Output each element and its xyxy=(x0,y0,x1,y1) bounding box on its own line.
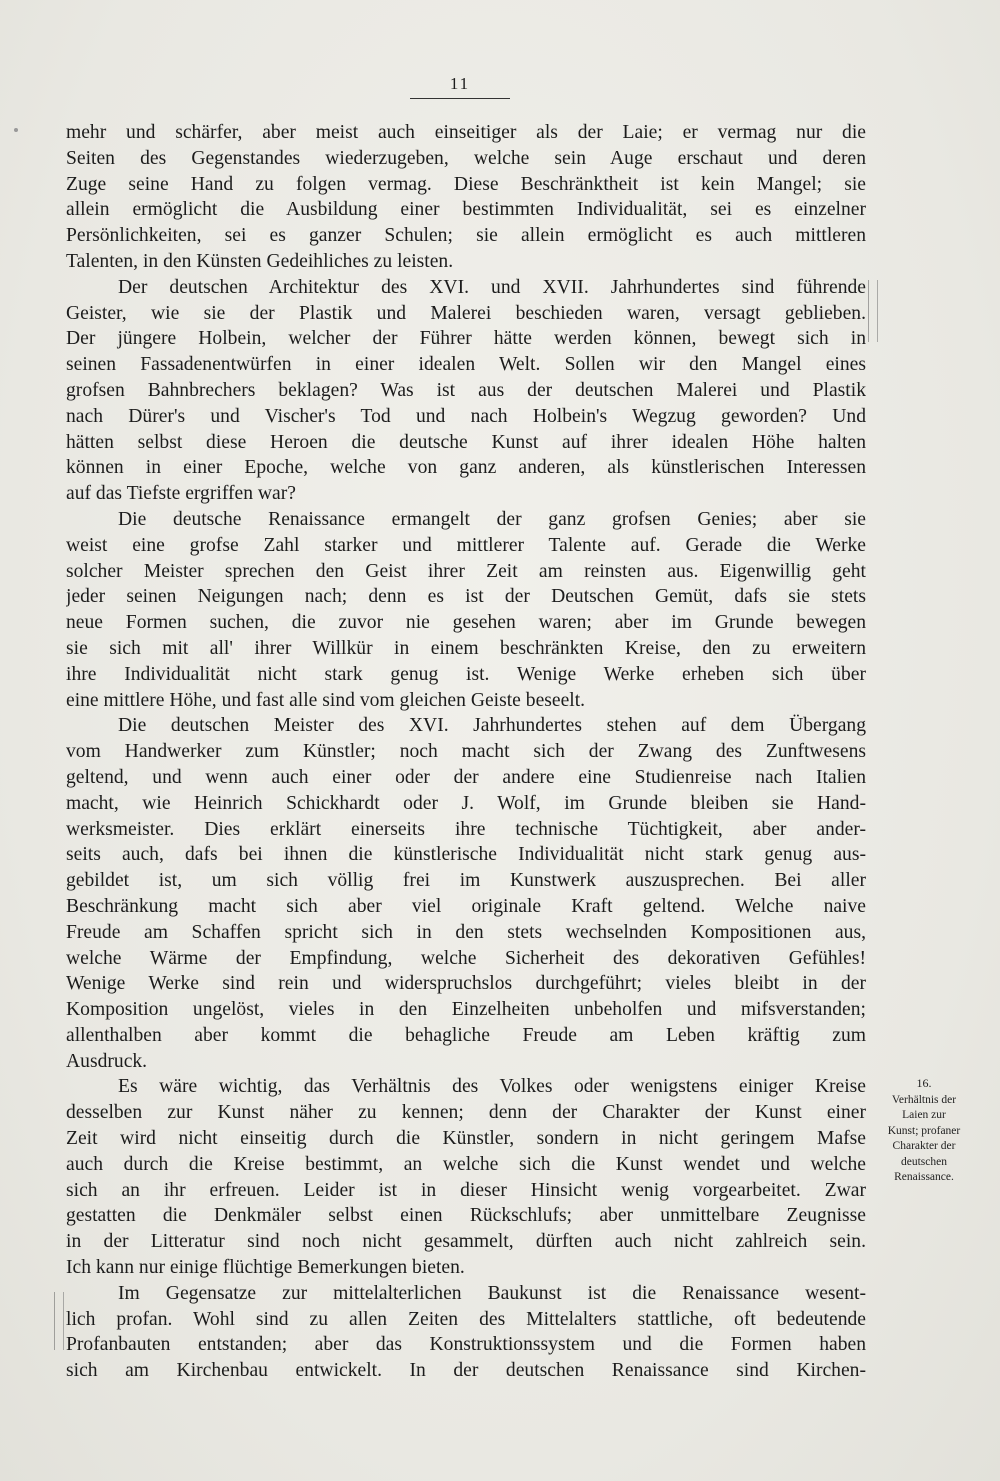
text-line: neue Formen suchen, die zuvor nie gesehen waren; aber im Grunde bewegen xyxy=(66,612,866,634)
text-line: Ausdruck. xyxy=(66,1050,148,1072)
text-line: können in einer Epoche, welche von ganz anderen, als künstlerischen Interessen xyxy=(66,457,866,479)
text-line: geltend, und wenn auch einer oder der andere eine Studienreise nach Italien xyxy=(66,766,866,788)
text-line: solcher Meister sprechen den Geist ihrer Zeit am reinsten aus. Eigenwillig geht xyxy=(66,560,866,582)
text-line: seinen Fassadenentwürfen in einer idealen Welt. Sollen wir den Mangel eines xyxy=(66,354,866,376)
text-line: Wenige Werke sind rein und widerspruchslos durchgeführt; vieles bleibt in der xyxy=(66,973,866,995)
marginal-note-line: deutschen xyxy=(901,1155,947,1168)
paper-spot xyxy=(14,128,18,132)
text-line: welche Wärme der Empfindung, welche Sicherheit des dekorativen Gefühles! xyxy=(66,947,866,969)
paragraph-start-line: Die deutschen Meister des XVI. Jahrhundertes stehen auf dem Übergang xyxy=(118,715,866,737)
marginal-note-number: 16. xyxy=(916,1076,932,1090)
text-line: Geister, wie sie der Plastik und Malerei beschieden waren, versagt geblieben. xyxy=(66,302,866,324)
marginal-note-line: Renaissance. xyxy=(894,1171,954,1183)
text-line: weist eine grofse Zahl starker und mittlerer Talente auf. Gerade die Werke xyxy=(66,534,866,556)
text-line: allenthalben aber kommt die behagliche Freude am Leben kräftig zum xyxy=(66,1024,866,1046)
text-line: jeder seinen Neigungen nach; denn es ist der Deutschen Gemüt, dafs sie stets xyxy=(66,586,866,608)
text-line: Ich kann nur einige flüchtige Bemerkungen bieten. xyxy=(66,1257,465,1279)
text-line: desselben zur Kunst näher zu kennen; denn der Charakter der Kunst einer xyxy=(66,1102,866,1124)
text-line: grofsen Bahnbrechers beklagen? Was ist aus der deutschen Malerei und Plastik xyxy=(66,379,866,401)
text-line: sich am Kirchenbau entwickelt. In der deutschen Renaissance sind Kirchen- xyxy=(66,1360,866,1382)
text-line: Profanbauten entstanden; aber das Konstruktionssystem und die Formen haben xyxy=(66,1334,866,1356)
text-line: lich profan. Wohl sind zu allen Zeiten des Mittelalters stattliche, oft bedeutende xyxy=(66,1308,866,1330)
text-line: gestatten die Denkmäler selbst einen Rückschlufs; aber unmittelbare Zeugnisse xyxy=(66,1205,866,1227)
text-line: Komposition ungelöst, vieles in den Einzelheiten unbeholfen und mifsverstanden; xyxy=(66,999,866,1021)
marginal-note xyxy=(868,1076,980,1186)
text-line: allein ermöglicht die Ausbildung einer bestimmten Individualität, sei es einzelner xyxy=(66,199,866,221)
text-line: Zuge seine Hand zu folgen vermag. Diese Beschränktheit ist kein Mangel; sie xyxy=(66,173,866,195)
text-line: Zeit wird nicht einseitig durch die Künstler, sondern in nicht geringem Mafse xyxy=(66,1128,866,1150)
text-line: auch durch die Kreise bestimmt, an welche sich die Kunst wendet und welche xyxy=(66,1153,866,1175)
text-line: macht, wie Heinrich Schickhardt oder J. Wolf, im Grunde bleiben sie Hand- xyxy=(66,792,866,814)
text-line: Persönlichkeiten, sei es ganzer Schulen; sie allein ermöglicht es auch mittleren xyxy=(66,225,866,247)
text-line: auf das Tiefste ergriffen war? xyxy=(66,483,296,505)
paragraph-start-line: Der deutschen Architektur des XVI. und XVII. Jahrhundertes sind führende xyxy=(118,276,866,298)
text-line: hätten selbst diese Heroen die deutsche Kunst auf ihrer idealen Höhe halten xyxy=(66,431,866,453)
text-line: sie sich mit all' ihrer Willkür in einem beschränkten Kreise, den zu erweitern xyxy=(66,637,866,659)
text-line: Beschränkung macht sich aber viel originale Kraft geltend. Welche naive xyxy=(66,895,866,917)
marginal-note-line: Kunst; profaner xyxy=(887,1124,961,1137)
marginal-note-line: Verhältnis der xyxy=(891,1093,957,1106)
text-line: werksmeister. Dies erklärt einerseits ihre technische Tüchtigkeit, aber ander- xyxy=(66,818,866,840)
pencil-margin-mark xyxy=(54,1292,64,1350)
text-line: nach Dürer's und Vischer's Tod und nach Holbein's Wegzug geworden? Und xyxy=(66,405,866,427)
text-line: vom Handwerker zum Künstler; noch macht sich der Zwang des Zunftwesens xyxy=(66,741,866,763)
text-line: eine mittlere Höhe, und fast alle sind vom gleichen Geiste beseelt. xyxy=(66,689,586,711)
text-line: ihre Individualität nicht stark genug ist. Wenige Werke erheben sich über xyxy=(66,663,866,685)
text-line: Freude am Schaffen spricht sich in den stets wechselnden Kompositionen aus, xyxy=(66,921,866,943)
body-text xyxy=(66,120,866,1384)
paragraph-start-line: Es wäre wichtig, das Verhältnis des Volkes oder wenigstens einiger Kreise xyxy=(118,1076,866,1098)
text-line: sich an ihr erfreuen. Leider ist in dieser Hinsicht wenig vorgearbeitet. Zwar xyxy=(66,1179,866,1201)
marginal-note-line: Laien zur xyxy=(902,1109,946,1121)
text-line: seits auch, dafs bei ihnen die künstlerische Individualität nicht stark genug aus- xyxy=(66,844,866,866)
text-line: Talenten, in den Künsten Gedeihliches zu leisten. xyxy=(66,250,454,272)
header-rule xyxy=(410,98,510,99)
text-line: gebildet ist, um sich völlig frei im Kunstwerk auszusprechen. Bei aller xyxy=(66,870,866,892)
paragraph-start-line: Die deutsche Renaissance ermangelt der ganz grofsen Genies; aber sie xyxy=(118,508,866,530)
text-line: mehr und schärfer, aber meist auch einseitiger als der Laie; er vermag nur die xyxy=(66,122,866,143)
text-line: Seiten des Gegenstandes wiederzugeben, welche sein Auge erschaut und deren xyxy=(66,147,866,169)
text-line: Der jüngere Holbein, welcher der Führer hätte werden können, bewegt sich in xyxy=(66,328,866,350)
text-line: in der Litteratur sind noch nicht gesammelt, dürften auch nicht zahlreich sein. xyxy=(66,1231,866,1253)
pencil-margin-mark xyxy=(868,280,878,342)
page-number: 11 xyxy=(449,74,471,93)
marginal-note-line: Charakter der xyxy=(892,1140,956,1152)
paragraph-start-line: Im Gegensatze zur mittelalterlichen Baukunst ist die Renaissance wesent- xyxy=(118,1282,866,1304)
